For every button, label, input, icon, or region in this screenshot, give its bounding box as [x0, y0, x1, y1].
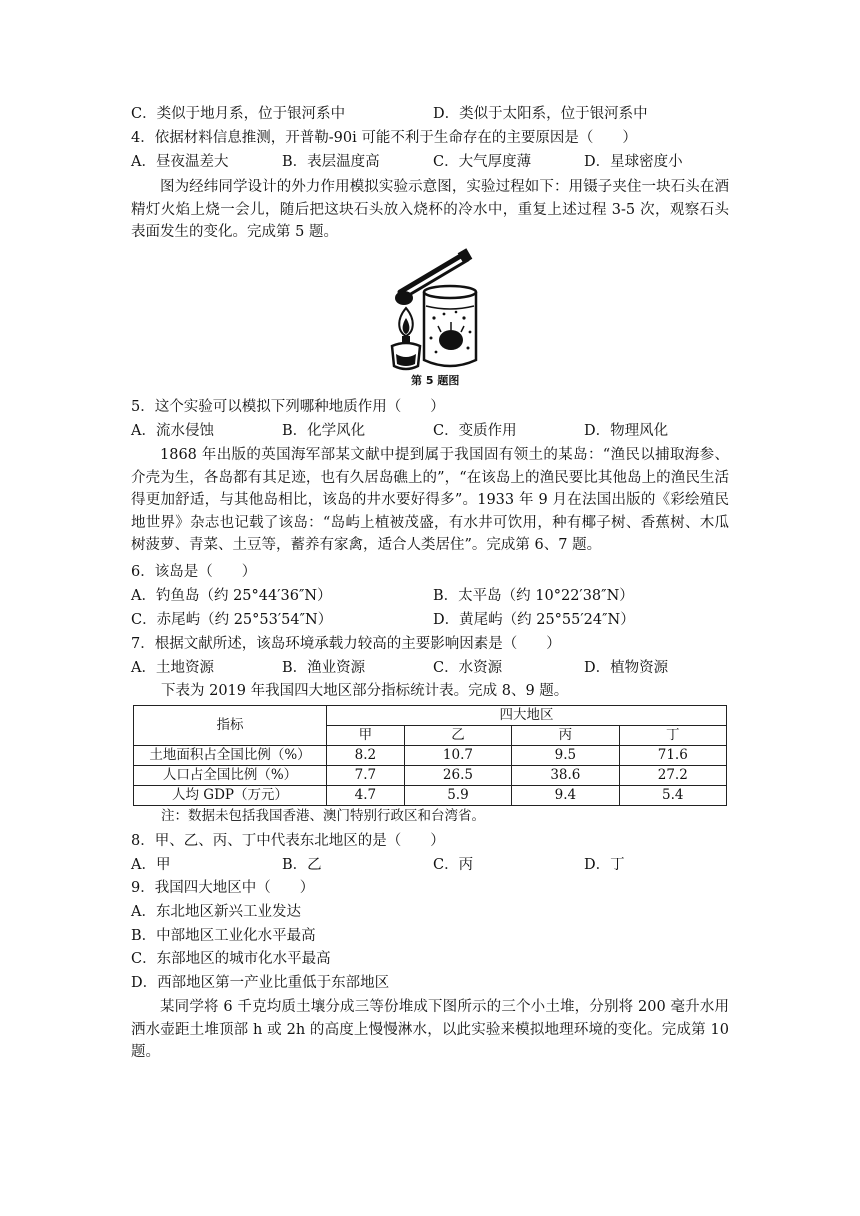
- experiment-figure: [386, 248, 478, 388]
- q4-option-b: B．表层温度高: [282, 154, 380, 170]
- row-label: 人均 GDP（万元）: [134, 786, 327, 806]
- cell-value: 7.7: [327, 766, 405, 786]
- header-region: 乙: [404, 726, 511, 746]
- q7-option-b: B．渔业资源: [282, 660, 366, 676]
- q5-stem: 5．这个实验可以模拟下列哪种地质作用（ ）: [131, 399, 445, 415]
- cell-value: 10.7: [404, 746, 511, 766]
- q6-option-c: C．赤尾屿（约 25°53′54″N）: [131, 612, 333, 628]
- q4-option-c: C．大气厚度薄: [433, 154, 532, 170]
- q4-option-d: D．星球密度小: [584, 154, 683, 170]
- table-row: [134, 746, 727, 766]
- cell-value: 38.6: [512, 766, 619, 786]
- cell-value: 5.9: [404, 786, 511, 806]
- passage-q5: [131, 176, 729, 244]
- q9-option-d: D．西部地区第一产业比重低于东部地区: [131, 975, 390, 991]
- q7-option-d: D．植物资源: [584, 660, 669, 676]
- cell-value: 9.4: [512, 786, 619, 806]
- cell-value: 5.4: [619, 786, 726, 806]
- table-note: 注：数据未包括我国香港、澳门特别行政区和台湾省。: [161, 808, 485, 824]
- q9-stem: 9．我国四大地区中（ ）: [131, 880, 315, 896]
- q9-option-c: C．东部地区的城市化水平最高: [131, 951, 331, 967]
- submerged-stone-icon: [439, 330, 463, 350]
- header-regions-group: 四大地区: [327, 706, 727, 726]
- regions-stats-table: [133, 705, 727, 806]
- q6-option-a: A．钓鱼岛（约 25°44′36″N）: [131, 588, 332, 604]
- figure-caption: 第 5 题图: [411, 374, 460, 387]
- passage-q6-7-text: 1868 年出版的英国海军部某文献中提到属于我国固有领土的某岛：“渔民以捕取海参、介壳为生，各岛都有其足迹，也有久居岛礁上的”，“在该岛上的渔民要比其他岛上的渔民生活得更加舒适，与其他岛相比，该岛的井水要好得多”。1933 年 9 月在法国出版的《彩绘殖民地世界》杂志也记载了该岛：“岛屿上植被茂盛，有水井可饮用，种有椰子树、香蕉树、木瓜树菠萝、青菜、土豆等，蓄养有家禽，适合人类居住”。完成第 6、7 题。: [131, 447, 729, 554]
- q6-option-d: D．黄尾屿（约 25°55′24″N）: [433, 612, 635, 628]
- q4-option-a: A．昼夜温差大: [131, 154, 229, 170]
- passage-q5-text: 图为经纬同学设计的外力作用模拟实验示意图，实验过程如下：用镊子夹住一块石头在酒精灯火焰上烧一会儿，随后把这块石头放入烧杯的冷水中，重复上述过程 3-5 次，观察石头表面发生的变化。完成第 5 题。: [131, 179, 729, 241]
- passage-q6-7: [131, 444, 729, 557]
- table-row: [134, 786, 727, 806]
- q8-option-c: C．丙: [433, 857, 474, 873]
- q3-option-d: D．类似于太阳系，位于银河系中: [433, 106, 648, 122]
- cell-value: 4.7: [327, 786, 405, 806]
- row-label: 土地面积占全国比例（%）: [134, 746, 327, 766]
- q8-option-a: A．甲: [131, 857, 171, 873]
- q4-stem: 4．依据材料信息推测，开普勒-90i 可能不利于生命存在的主要原因是（ ）: [131, 130, 637, 146]
- header-region: 丁: [619, 726, 726, 746]
- passage-q10: [131, 996, 729, 1064]
- header-indicator: 指标: [134, 706, 327, 746]
- q6-stem: 6．该岛是（ ）: [131, 564, 257, 580]
- alcohol-lamp-icon: [392, 336, 420, 369]
- beaker-icon: [424, 286, 476, 366]
- q5-option-a: A．流水侵蚀: [131, 423, 214, 439]
- cell-value: 27.2: [619, 766, 726, 786]
- q9-option-b: B．中部地区工业化水平最高: [131, 928, 316, 944]
- q7-stem: 7．根据文献所述，该岛环境承载力较高的主要影响因素是（ ）: [131, 636, 561, 652]
- table-intro: 下表为 2019 年我国四大地区部分指标统计表。完成 8、9 题。: [161, 683, 569, 699]
- q6-option-b: B．太平岛（约 10°22′38″N）: [433, 588, 634, 604]
- cell-value: 71.6: [619, 746, 726, 766]
- table-row: [134, 766, 727, 786]
- q5-option-c: C．变质作用: [433, 423, 517, 439]
- cell-value: 26.5: [404, 766, 511, 786]
- q5-option-d: D．物理风化: [584, 423, 669, 439]
- passage-q10-text: 某同学将 6 千克均质土壤分成三等份堆成下图所示的三个小土堆，分别将 200 毫升水用洒水壶距土堆顶部 h 或 2h 的高度上慢慢淋水，以此实验来模拟地理环境的变化。完成第 10 题。: [131, 999, 729, 1061]
- q8-option-b: B．乙: [282, 857, 322, 873]
- q5-option-b: B．化学风化: [282, 423, 366, 439]
- row-label: 人口占全国比例（%）: [134, 766, 327, 786]
- cell-value: 9.5: [512, 746, 619, 766]
- q3-option-c: C．类似于地月系，位于银河系中: [131, 106, 346, 122]
- cell-value: 8.2: [327, 746, 405, 766]
- header-region: 甲: [327, 726, 405, 746]
- q7-option-a: A．土地资源: [131, 660, 214, 676]
- header-region: 丙: [512, 726, 619, 746]
- q9-option-a: A．东北地区新兴工业发达: [131, 904, 301, 920]
- q8-stem: 8．甲、乙、丙、丁中代表东北地区的是（ ）: [131, 833, 445, 849]
- flame-icon: [399, 308, 413, 336]
- stone-icon: [395, 291, 413, 305]
- q8-option-d: D．丁: [584, 857, 625, 873]
- q7-option-c: C．水资源: [433, 660, 503, 676]
